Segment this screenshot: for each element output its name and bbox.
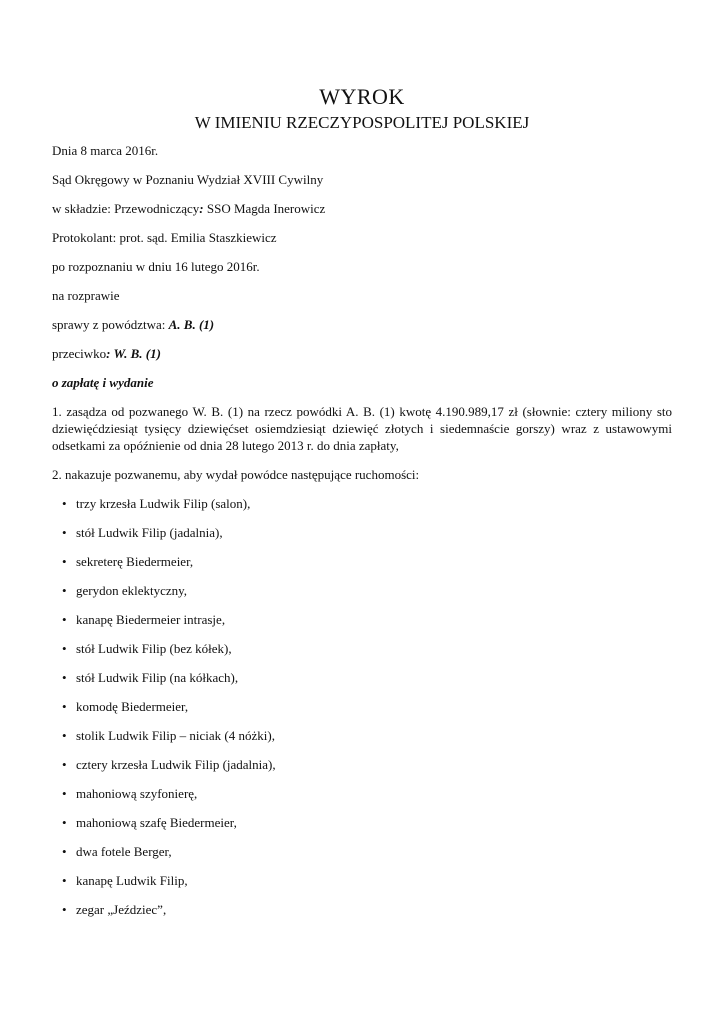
defendant-name: : W. B. (1) (106, 346, 161, 361)
bullet-icon: • (62, 496, 67, 511)
list-item (52, 640, 672, 657)
list-item (52, 553, 672, 570)
defendant-line (52, 345, 672, 362)
list-item (52, 756, 672, 773)
composition-colon: : (199, 201, 204, 216)
ruling-1: 1. zasądza od pozwanego W. B. (1) na rzecz powódki A. B. (1) kwotę 4.190.989,17 zł (słownie: cztery miliony sto dziewięćdziesiąt tysięcy dziewięćset osiemdziesiąt dziewięć złotych i siedemnaście gorszy) wraz z ustawowymi odsetkami za opóźnienie od dnia 28 lutego 2013 r. do dnia zapłaty, (52, 404, 672, 453)
defendant-label: przeciwko (52, 346, 107, 361)
bullet-icon: • (62, 554, 67, 569)
list-item (52, 843, 672, 860)
list-item-text: trzy krzesła Ludwik Filip (salon), (76, 496, 251, 511)
bullet-icon: • (62, 757, 67, 772)
list-item (52, 901, 672, 918)
document-subtitle: W IMIENIU RZECZYPOSPOLITEJ POLSKIEJ (194, 113, 530, 132)
list-item-text: gerydon eklektyczny, (76, 583, 188, 598)
bullet-icon: • (62, 699, 67, 714)
document-title: WYROK (319, 84, 405, 109)
bullet-icon: • (62, 728, 67, 743)
list-item-text: mahoniową szafę Biedermeier, (76, 815, 237, 830)
list-item-text: sekreterę Biedermeier, (76, 554, 194, 569)
bullet-icon: • (62, 844, 67, 859)
bullet-icon: • (62, 786, 67, 801)
list-item (52, 785, 672, 802)
bullet-icon: • (62, 815, 67, 830)
list-item-text: stół Ludwik Filip (na kółkach), (76, 670, 239, 685)
list-item-text: cztery krzesła Ludwik Filip (jadalnia), (76, 757, 276, 772)
list-item-text: kanapę Ludwik Filip, (76, 873, 188, 888)
case-subject: o zapłatę i wydanie (52, 375, 154, 390)
court-name: Sąd Okręgowy w Poznaniu Wydział XVIII Cywilny (52, 172, 324, 187)
list-item (52, 814, 672, 831)
list-item-text: stolik Ludwik Filip – niciak (4 nóżki), (76, 728, 275, 743)
bullet-icon: • (62, 902, 67, 917)
list-item (52, 872, 672, 889)
bullet-icon: • (62, 641, 67, 656)
bullet-icon: • (62, 612, 67, 627)
judgment-date: Dnia 8 marca 2016r. (52, 143, 159, 158)
plaintiff-label: sprawy z powództwa: (52, 317, 169, 332)
hearing-date: po rozpoznaniu w dniu 16 lutego 2016r. (52, 259, 260, 274)
list-item (52, 495, 672, 512)
list-item (52, 524, 672, 541)
plaintiff-name: A. B. (1) (168, 317, 215, 332)
list-item-text: stół Ludwik Filip (jadalnia), (76, 525, 223, 540)
list-item-text: kanapę Biedermeier intrasje, (76, 612, 226, 627)
composition-label: w składzie: Przewodniczący (52, 201, 200, 216)
list-item (52, 611, 672, 628)
list-item-text: mahoniową szyfonierę, (76, 786, 198, 801)
movables-list (52, 495, 672, 918)
composition-value: SSO Magda Inerowicz (203, 201, 326, 216)
court-composition (52, 200, 672, 217)
list-item (52, 582, 672, 599)
bullet-icon: • (62, 583, 67, 598)
document-page (52, 84, 672, 930)
list-item-text: stół Ludwik Filip (bez kółek), (76, 641, 232, 656)
list-item (52, 669, 672, 686)
bullet-icon: • (62, 525, 67, 540)
court-recorder: Protokolant: prot. sąd. Emilia Staszkiewicz (52, 230, 277, 245)
plaintiff-line (52, 316, 672, 333)
hearing-type: na rozprawie (52, 288, 120, 303)
list-item-text: zegar „Jeździec”, (76, 902, 167, 917)
ruling-2: 2. nakazuje pozwanemu, aby wydał powódce następujące ruchomości: (52, 467, 420, 482)
bullet-icon: • (62, 670, 67, 685)
bullet-icon: • (62, 873, 67, 888)
list-item (52, 698, 672, 715)
list-item-text: komodę Biedermeier, (76, 699, 189, 714)
list-item (52, 727, 672, 744)
list-item-text: dwa fotele Berger, (76, 844, 172, 859)
